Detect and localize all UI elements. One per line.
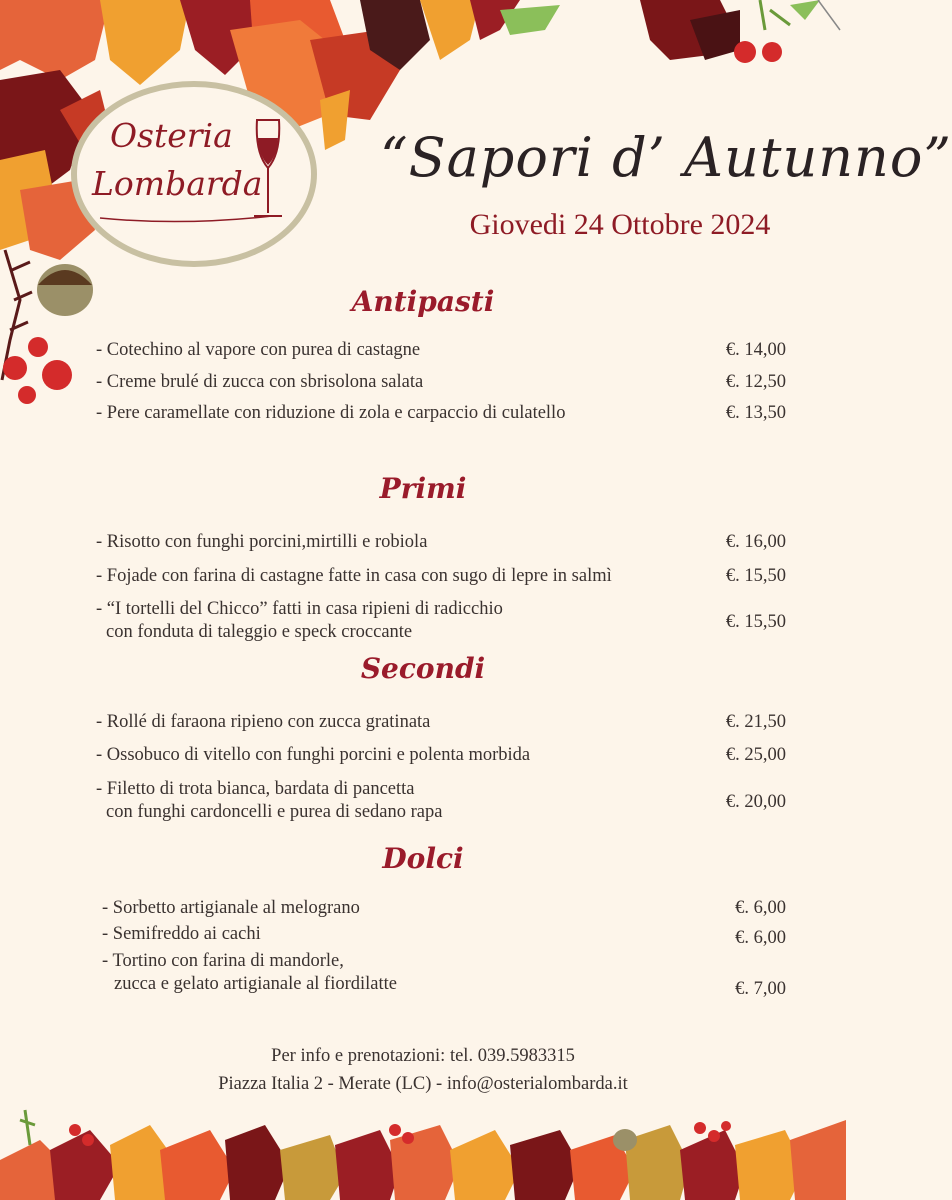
section-title-primi: Primi [379, 472, 467, 505]
menu-item-name: - Pere caramellate con riduzione di zola e carpaccio di culatello [96, 403, 566, 423]
menu-item [102, 950, 786, 999]
menu-item-name: - Risotto con funghi porcini,mirtilli e robiola [96, 532, 428, 552]
event-title: “Sapori d’ Autunno” [380, 126, 952, 189]
menu-item-price: €. 12,50 [725, 372, 786, 392]
menu-item-name: - Semifreddo ai cachi [102, 924, 261, 944]
menu-item [96, 565, 786, 588]
menu-item-name: - Rollé di faraona ripieno con zucca gratinata [96, 712, 431, 732]
logo-line-1: Osteria [110, 116, 233, 155]
menu-item-name: - Cotechino al vapore con purea di castagne [96, 340, 421, 360]
menu-item [96, 531, 786, 554]
menu-item [102, 897, 786, 920]
menu-item [102, 923, 786, 946]
menu-item-name: - Filetto di trota bianca, bardata di pancetta [96, 779, 415, 799]
menu-item [96, 339, 786, 362]
menu-item-price: €. 13,50 [725, 403, 786, 423]
menu-item-name-cont: zucca e gelato artigianale al fiordilatte [114, 974, 397, 994]
logo-line-2: Lombarda [92, 164, 263, 203]
menu-item-price: €. 21,50 [725, 712, 786, 732]
menu-item-price: €. 20,00 [725, 792, 786, 812]
menu-item-price: €. 15,50 [725, 612, 786, 632]
menu-item-name: - “I tortelli del Chicco” fatti in casa ripieni di radicchio [96, 599, 503, 619]
autumn-leaves-bottom [0, 1100, 846, 1200]
section-title-secondi: Secondi [360, 652, 486, 685]
menu-item [96, 402, 786, 425]
menu-item [96, 778, 786, 824]
menu-item-name: - Fojade con farina di castagne fatte in casa con sugo di lepre in salmì [96, 566, 612, 586]
menu-item [96, 598, 786, 644]
menu-item-price: €. 6,00 [735, 928, 786, 948]
menu-item-price: €. 25,00 [725, 745, 786, 765]
menu-item-price: €. 16,00 [725, 532, 786, 552]
menu-item-price: €. 7,00 [735, 979, 786, 999]
section-title-dolci: Dolci [382, 842, 464, 875]
event-date: Giovedi 24 Ottobre 2024 [469, 208, 771, 241]
section-title-antipasti: Antipasti [351, 285, 495, 318]
menu-item-name: - Ossobuco di vitello con funghi porcini e polenta morbida [96, 745, 531, 765]
logo-text [92, 112, 262, 208]
menu-item-name-cont: con fonduta di taleggio e speck croccante [106, 622, 413, 642]
menu-item [96, 744, 786, 767]
menu-item-name: - Creme brulé di zucca con sbrisolona salata [96, 372, 424, 392]
menu-item-name-cont: con funghi cardoncelli e purea di sedano rapa [106, 802, 443, 822]
menu-item-name: - Sorbetto artigianale al melograno [102, 898, 360, 918]
menu-item-name: - Tortino con farina di mandorle, [102, 951, 344, 971]
menu-item-price: €. 6,00 [735, 898, 786, 918]
menu-item [96, 371, 786, 394]
footer-address: Piazza Italia 2 - Merate (LC) - info@osterialombarda.it [218, 1074, 628, 1094]
footer-contact: Per info e prenotazioni: tel. 039.5983315 [271, 1046, 575, 1066]
menu-item-price: €. 14,00 [725, 340, 786, 360]
menu-item [96, 711, 786, 734]
menu-item-price: €. 15,50 [725, 566, 786, 586]
